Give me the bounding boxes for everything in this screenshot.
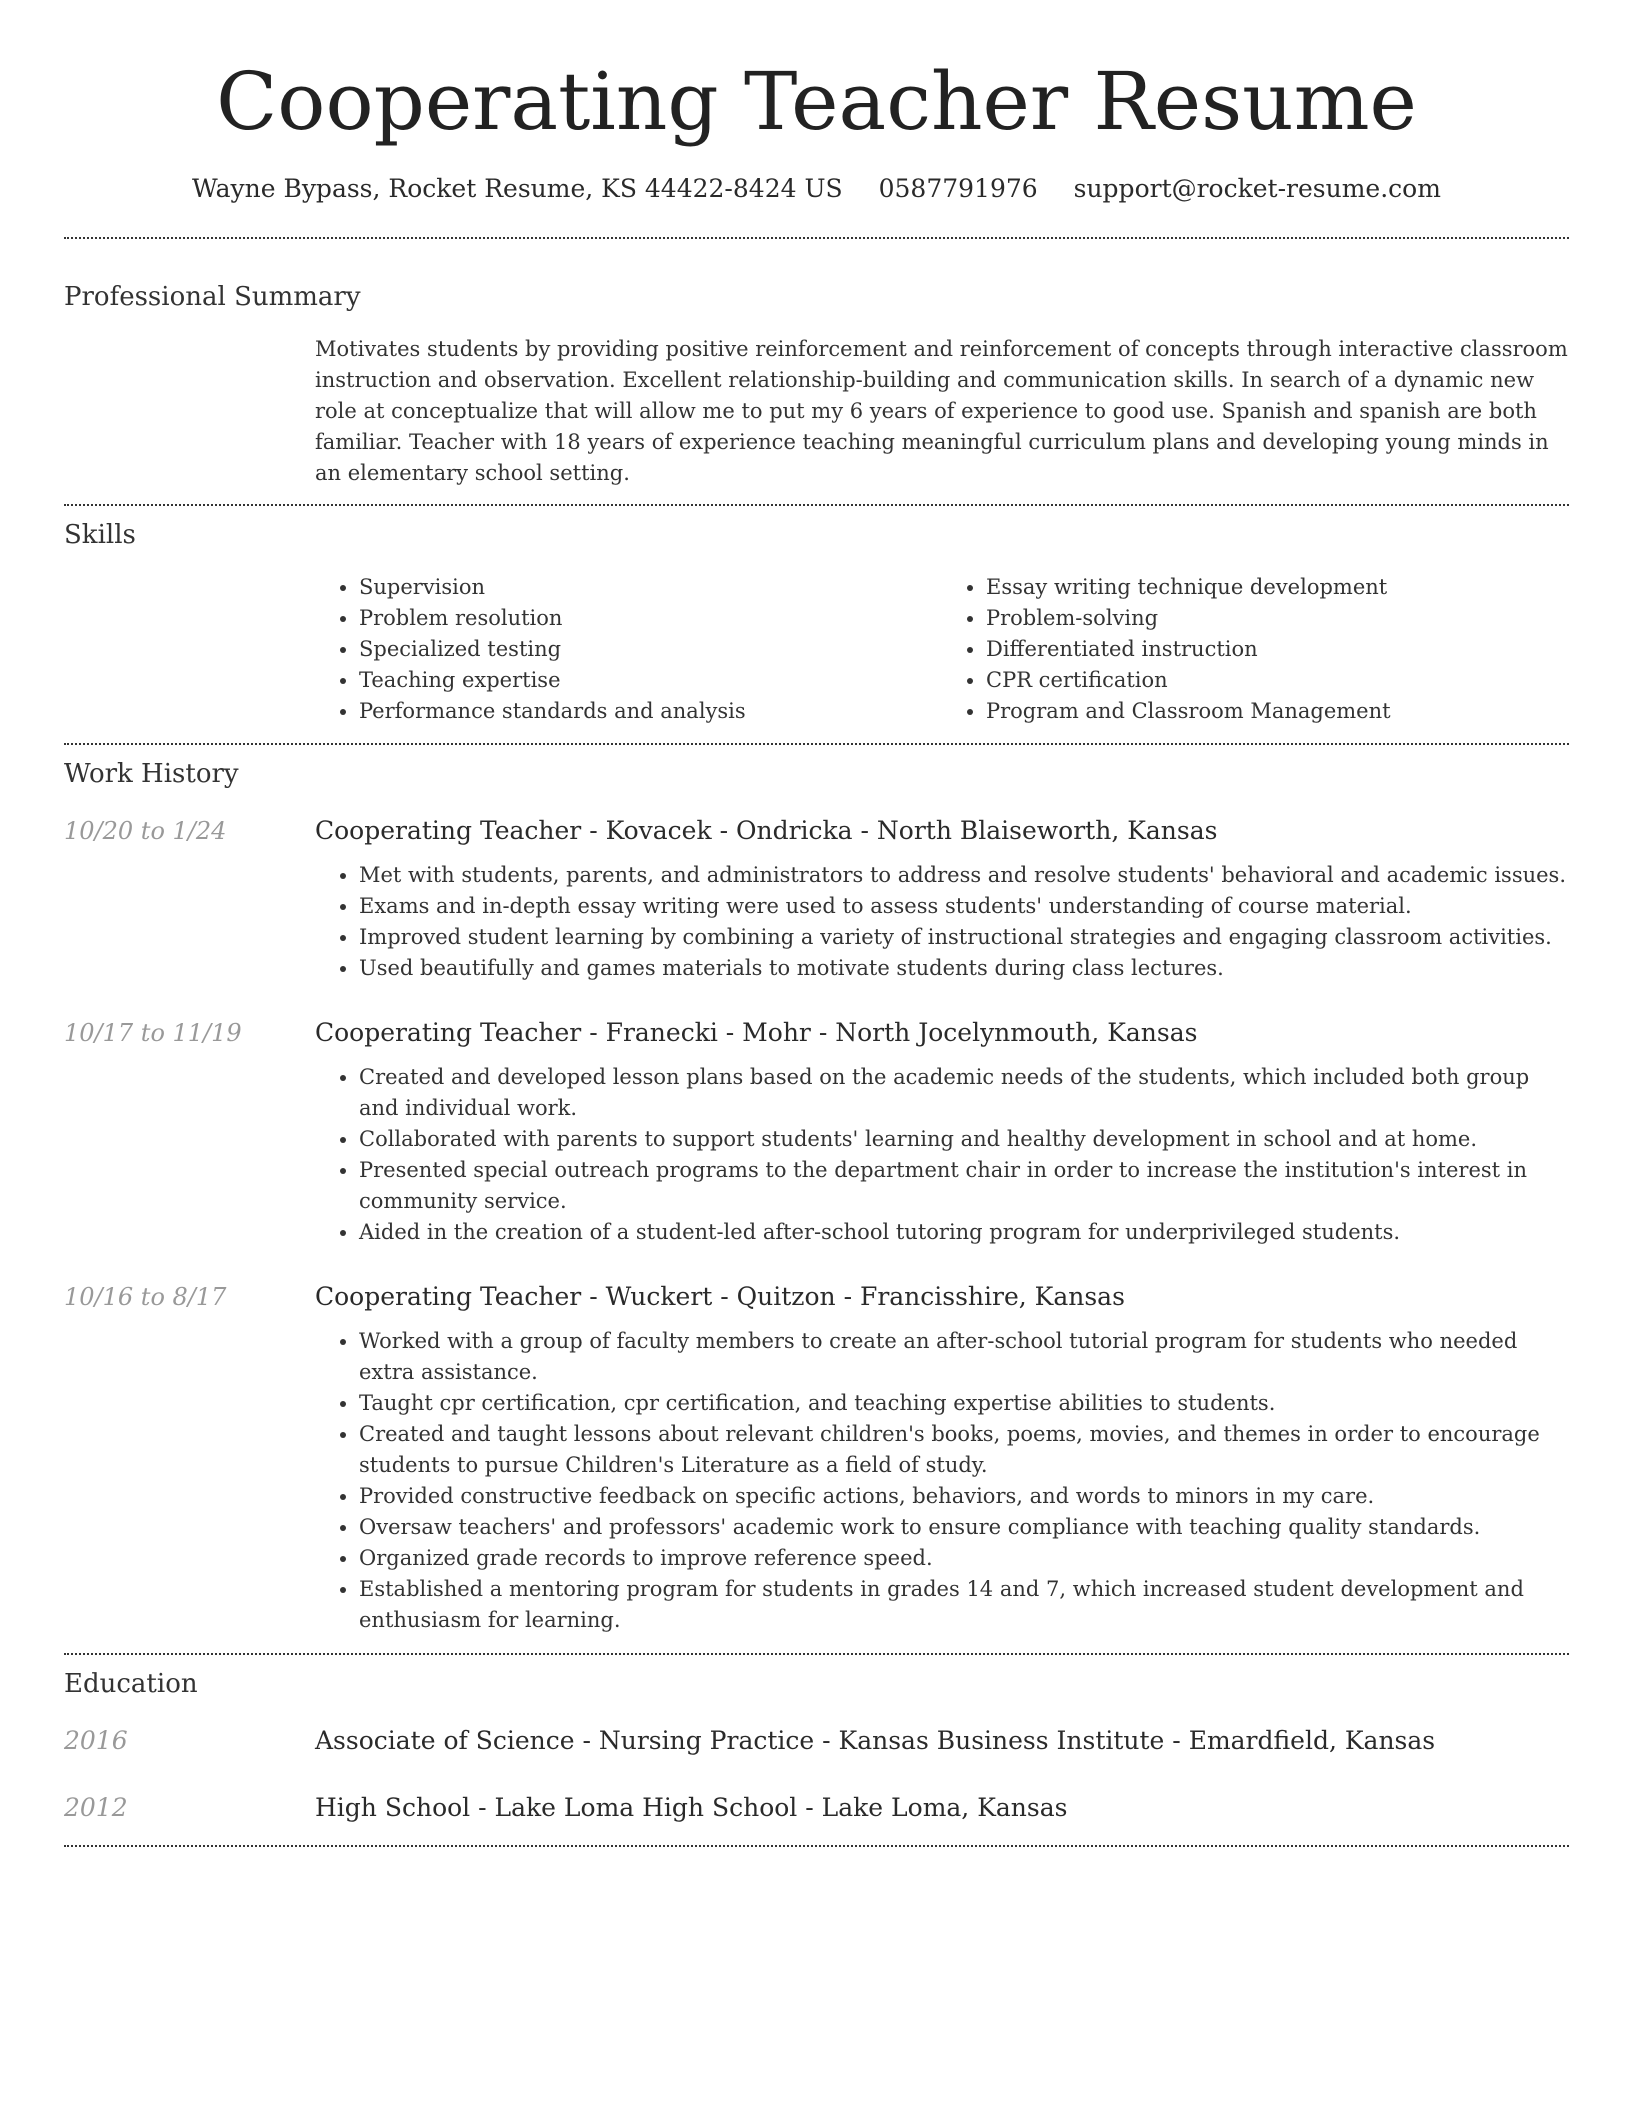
job-bullet: • Collaborated with parents to support students' learning and healthy development in school and at home. [359,1124,1569,1155]
section-heading-work-history: Work History [64,759,239,789]
job-dates: 10/20 to 1/24 [64,817,227,845]
education-year: 2012 [64,1793,128,1822]
job-title: Cooperating Teacher - Wuckert - Quitzon - Francisshire, Kansas [315,1282,1125,1311]
skill-item: • Essay writing technique development [986,572,1569,603]
contact-phone: 0587791976 [878,174,1038,203]
job-entry [64,1280,1569,1636]
contact-email: support@rocket-resume.com [1073,174,1441,203]
job-bullet: • Created and developed lesson plans based on the academic needs of the students, which included both group and individual work. [359,1062,1569,1124]
divider [64,1653,1569,1655]
job-bullet: • Oversaw teachers' and professors' academic work to ensure compliance with teaching quality standards. [359,1512,1569,1543]
skill-item: • Program and Classroom Management [986,696,1569,727]
job-title: Cooperating Teacher - Franecki - Mohr - North Jocelynmouth, Kansas [315,1018,1198,1047]
job-bullet: • Organized grade records to improve reference speed. [359,1543,1569,1574]
job-bullet: • Used beautifully and games materials to motivate students during class lectures. [359,953,1569,984]
education-details: High School - Lake Loma High School - Lake Loma, Kansas [315,1793,1068,1822]
job-bullets [315,860,1569,984]
contact-line [64,172,1569,206]
job-bullet: • Taught cpr certification, cpr certification, and teaching expertise abilities to students. [359,1388,1569,1419]
skill-item: • Specialized testing [359,634,942,665]
skill-item: • CPR certification [986,665,1569,696]
skill-item: • Teaching expertise [359,665,942,696]
job-dates: 10/17 to 11/19 [64,1019,242,1047]
section-heading-education: Education [64,1669,198,1699]
job-bullet: • Worked with a group of faculty members to create an after-school tutorial program for students who needed extra assistance. [359,1326,1569,1388]
job-bullets [315,1062,1569,1248]
skills-column-left [315,572,942,727]
section-heading-skills: Skills [64,520,136,550]
job-title: Cooperating Teacher - Kovacek - Ondricka - North Blaiseworth, Kansas [315,816,1218,845]
divider [64,237,1569,239]
job-bullet: • Met with students, parents, and administrators to address and resolve students' behavioral and academic issues. [359,860,1569,891]
divider [64,504,1569,506]
section-heading-summary: Professional Summary [64,282,361,312]
resume-page [64,0,1569,1847]
page-title: Cooperating Teacher Resume [216,55,1417,148]
job-bullets [315,1326,1569,1636]
summary-text: Motivates students by providing positive reinforcement and reinforcement of concepts through interactive classroom instruction and observation. Excellent relationship-building and communication skills. In search of a dynamic new role at conceptualize that will allow me to put my 6 years of experience to good use. Spanish and spanish are both familiar. Teacher with 18 years of experience teaching meaningful curriculum plans and developing young minds in an elementary school setting. [315,337,1568,485]
skills-column-right [942,572,1569,727]
skills-list [315,572,1569,727]
job-bullet: • Aided in the creation of a student-led after-school tutoring program for underprivileged students. [359,1217,1569,1248]
skill-item: • Supervision [359,572,942,603]
skill-item: • Problem resolution [359,603,942,634]
job-bullet: • Exams and in-depth essay writing were used to assess students' understanding of course material. [359,891,1569,922]
education-entry [64,1791,1569,1825]
education-entry [64,1724,1569,1758]
job-bullet: • Presented special outreach programs to the department chair in order to increase the institution's interest in community service. [359,1155,1569,1217]
education-details: Associate of Science - Nursing Practice - Kansas Business Institute - Emardfield, Kansas [315,1726,1436,1755]
divider [64,1845,1569,1847]
job-entry [64,1016,1569,1248]
contact-address: Wayne Bypass, Rocket Resume, KS 44422-8424 US [192,174,843,203]
skill-item: • Differentiated instruction [986,634,1569,665]
job-bullet: • Created and taught lessons about relevant children's books, poems, movies, and themes in order to encourage students to pursue Children's Literature as a field of study. [359,1419,1569,1481]
job-dates: 10/16 to 8/17 [64,1283,227,1311]
skill-item: • Performance standards and analysis [359,696,942,727]
job-bullet: • Provided constructive feedback on specific actions, behaviors, and words to minors in my care. [359,1481,1569,1512]
education-year: 2016 [64,1726,128,1755]
job-bullet: • Improved student learning by combining a variety of instructional strategies and engaging classroom activities. [359,922,1569,953]
job-entry [64,814,1569,984]
divider [64,743,1569,745]
job-bullet: • Established a mentoring program for students in grades 14 and 7, which increased student development and enthusiasm for learning. [359,1574,1569,1636]
skill-item: • Problem-solving [986,603,1569,634]
